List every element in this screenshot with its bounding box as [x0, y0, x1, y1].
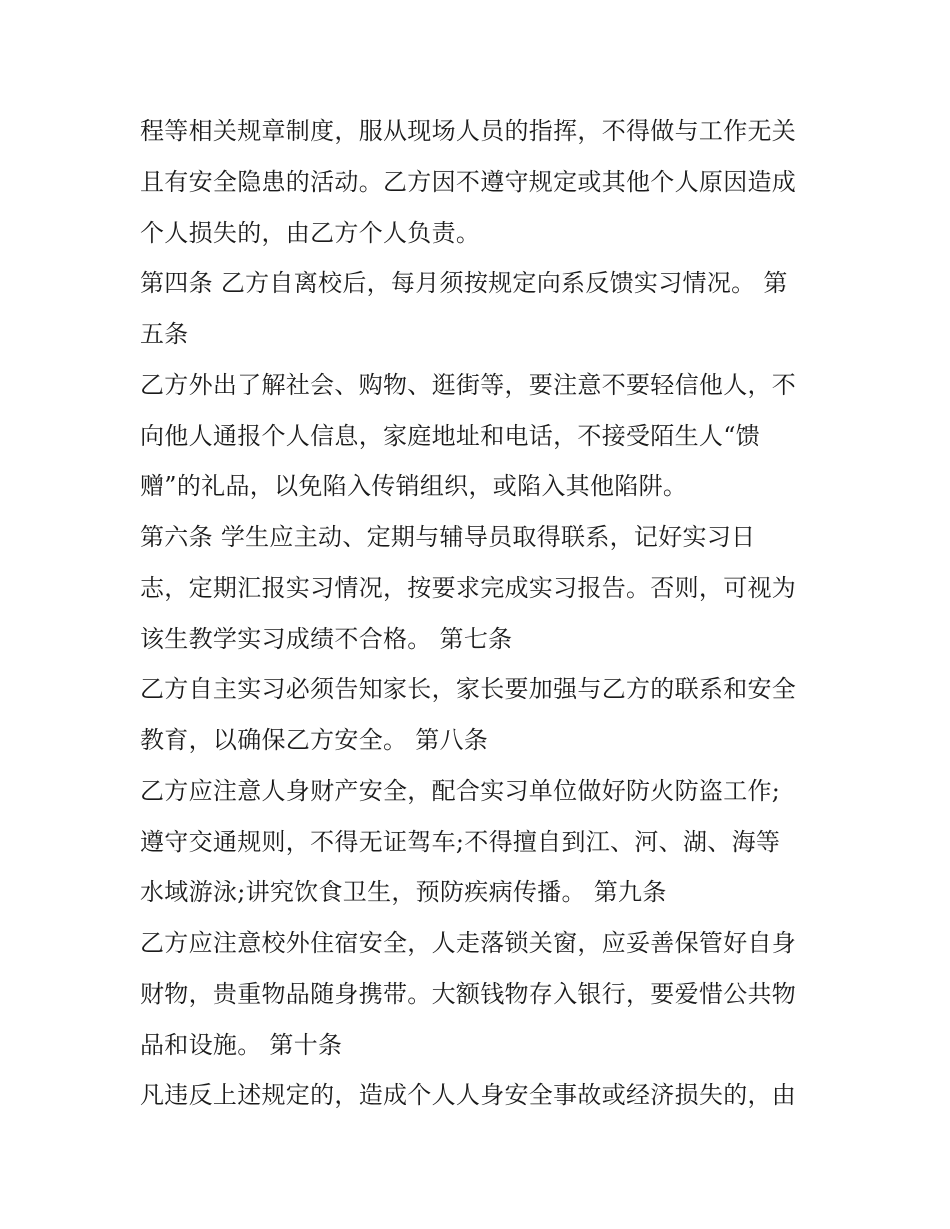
text-line: 水域游泳;讲究饮食卫生，预防疾病传播。 第九条	[140, 878, 667, 906]
text-line: 乙方自主实习必须告知家长，家长要加强与乙方的联系和安全	[140, 675, 797, 703]
text-line: 个人损失的，由乙方个人负责。	[140, 219, 481, 247]
text-line: 程等相关规章制度，服从现场人员的指挥，不得做与工作无关	[140, 117, 797, 145]
text-line: 五条	[140, 320, 189, 348]
text-line: 凡违反上述规定的，造成个人人身安全事故或经济损失的，由	[140, 1081, 797, 1109]
text-line: 且有安全隐患的活动。乙方因不遵守规定或其他个人原因造成	[140, 168, 797, 196]
text-line: 志，定期汇报实习情况，按要求完成实习报告。否则，可视为	[140, 574, 797, 602]
text-line: 财物，贵重物品随身携带。大额钱物存入银行，要爱惜公共物	[140, 980, 797, 1008]
text-line: 向他人通报个人信息，家庭地址和电话，不接受陌生人“馈	[140, 422, 761, 450]
text-line: 品和设施。 第十条	[140, 1031, 343, 1059]
text-line: 教育，以确保乙方安全。 第八条	[140, 726, 489, 754]
text-line: 乙方应注意人身财产安全，配合实习单位做好防火防盗工作;	[140, 777, 781, 805]
text-line: 乙方应注意校外住宿安全，人走落锁关窗，应妥善保管好自身	[140, 929, 797, 957]
text-line: 赠”的礼品，以免陷入传销组织，或陷入其他陷阱。	[140, 472, 688, 500]
text-line: 第四条 乙方自离校后，每月须按规定向系反馈实习情况。 第	[140, 269, 788, 297]
text-line: 乙方外出了解社会、购物、逛街等，要注意不要轻信他人，不	[140, 371, 797, 399]
text-line: 遵守交通规则，不得无证驾车;不得擅自到江、河、湖、海等	[140, 828, 781, 856]
text-line: 第六条 学生应主动、定期与辅导员取得联系，记好实习日	[140, 523, 756, 551]
text-line: 该生教学实习成绩不合格。 第七条	[140, 625, 513, 653]
